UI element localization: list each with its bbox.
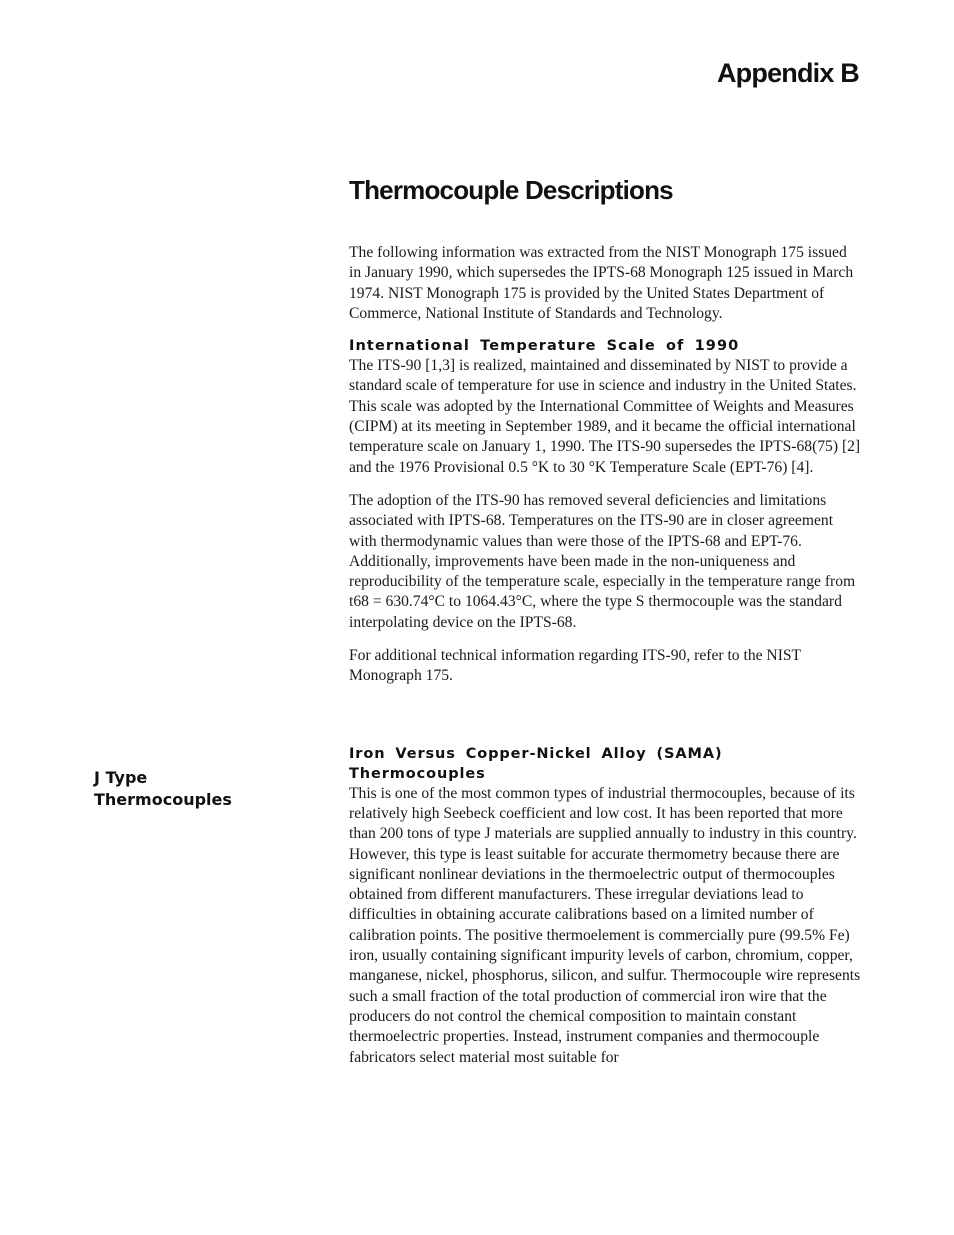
appendix-label: Appendix B bbox=[716, 58, 859, 88]
j-type-paragraph: This is one of the most common types of industrial thermocouples, because of its relatively high Seebeck coefficient and low cost. It has been reported that more than 200 tons of type J materials are supplied annually to industry in this country. However, this type is least suitable for accurate thermometry because there are significant nonlinear deviations in the thermoelectric output of thermocouples obtained from different manufacturers. These irregular deviations lead to difficulties in obtaining accurate calibrations based on a limited number of calibration points. The positive thermoelement is commercially pure (99.5% Fe) iron, usually containing significant impurity levels of carbon, chromium, copper, manganese, nickel, phosphorus, silicon, and sulfur. Thermocouple wire represents such a small fraction of the total production of commercial iron wire that the producers do not control the chemical composition to maintain constant thermoelectric properties. Instead, instrument companies and thermocouple fabricators select material most suitable for bbox=[349, 784, 861, 1066]
j-type-heading: Iron Versus Copper-Nickel Alloy (SAMA) Thermocouples bbox=[349, 745, 723, 782]
main-content bbox=[349, 243, 861, 1068]
its90-paragraph: The ITS-90 [1,3] is realized, maintained and disseminated by NIST to provide a standard scale of temperature for use in science and industry in the United States. This scale was adopted by the International Committee of Weights and Measures (CIPM) at its meeting in September 1989, and it became the official international temperature scale on January 1, 1990. The ITS-90 supersedes the IPTS-68(75) [2] and the 1976 Provisional 0.5 °K to 30 °K Temperature Scale (EPT-76) [4]. bbox=[349, 357, 861, 476]
side-heading-j-type bbox=[94, 767, 294, 810]
intro-paragraph: The following information was extracted from the NIST Monograph 175 issued in January 1990, which supersedes the IPTS-68 Monograph 125 issued in March 1974. NIST Monograph 175 is provided by the United States Department of Commerce, National Institute of Standards and Technology. bbox=[349, 244, 854, 322]
its90-paragraph: For additional technical information regarding ITS-90, refer to the NIST Monograph 175. bbox=[349, 647, 801, 685]
its90-heading: International Temperature Scale of 1990 bbox=[349, 338, 740, 355]
its90-paragraph: The adoption of the ITS-90 has removed several deficiencies and limitations associated with IPTS-68. Temperatures on the ITS-90 are in closer agreement with thermodynamic values than were those of the IPTS-68 and EPT-76. Additionally, improvements have been made in the non-uniqueness and reproducibility of the temperature scale, especially in the temperature range from t68 = 630.74°C to 1064.43°C, where the type S thermocouple was the standard interpolating device on the IPTS-68. bbox=[349, 491, 856, 631]
side-heading-line: J Type bbox=[94, 768, 148, 787]
side-heading-line: Thermocouples bbox=[94, 789, 232, 809]
chapter-title: Thermocouple Descriptions bbox=[349, 175, 673, 205]
